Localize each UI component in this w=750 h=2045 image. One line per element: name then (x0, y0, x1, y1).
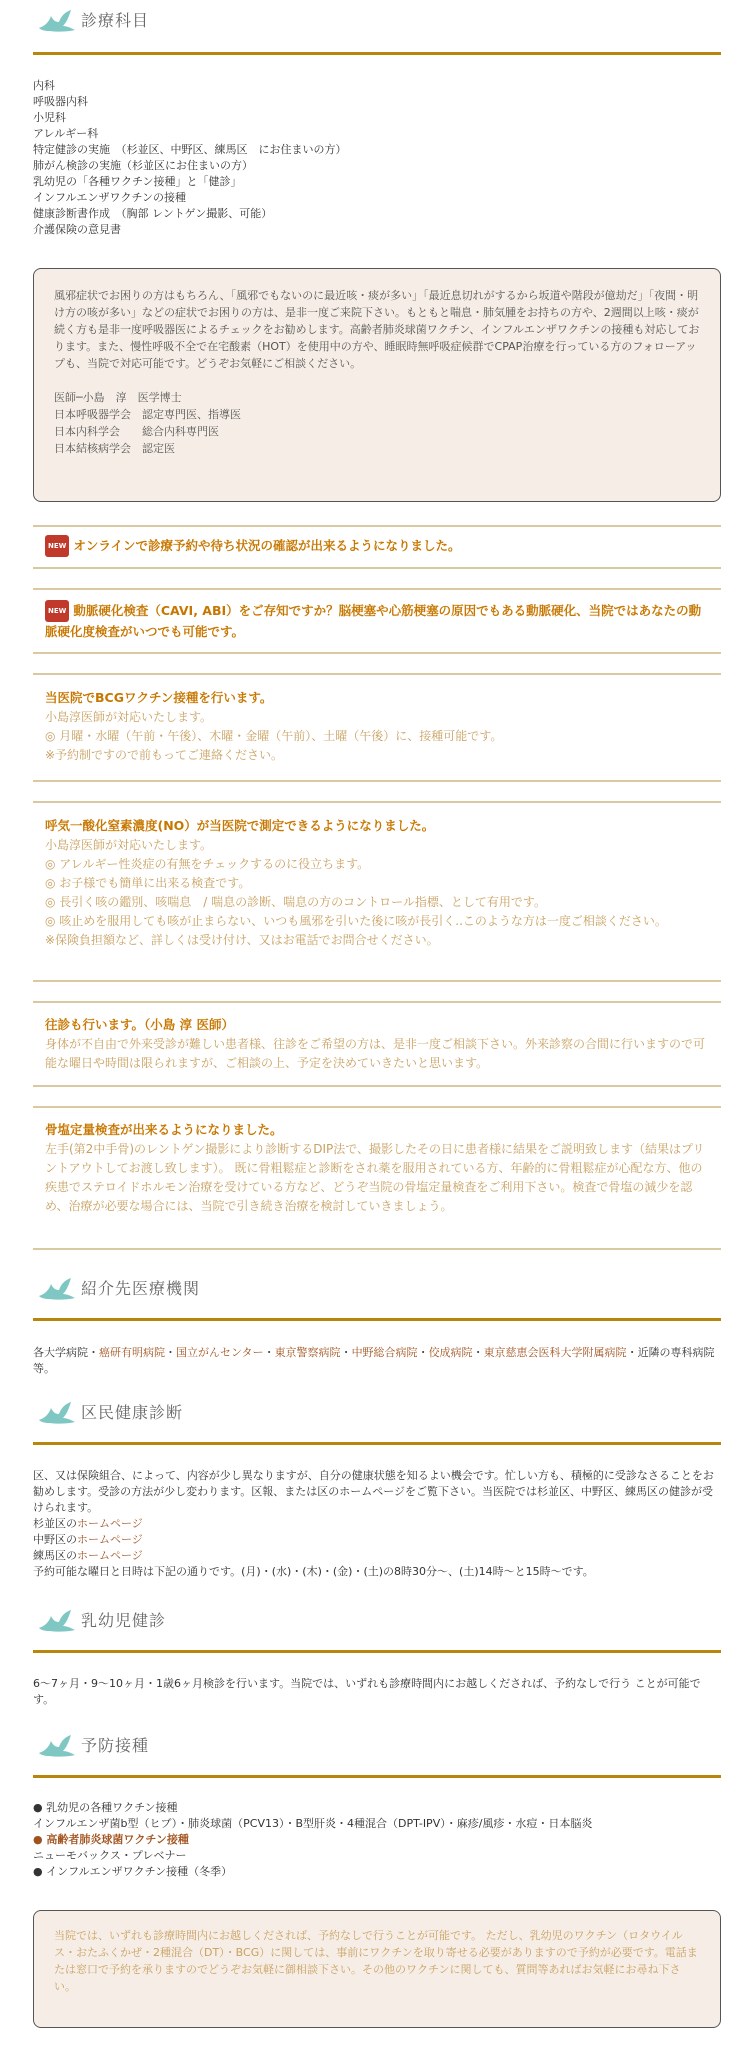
list-item: 健康診断書作成 （胸部 レントゲン撮影、可能） (33, 207, 273, 220)
infant-text: 6～7ヶ月・9～10ヶ月・1歳6ヶ月検診を行います。当院では、いずれも診療時間内にお越しくだされば、予約なしで行う ことが可能です。 (33, 1677, 701, 1706)
bird-logo-icon (37, 1731, 77, 1761)
homepage-link[interactable]: ホームページ (77, 1549, 143, 1562)
section-header-kenshin (33, 1392, 721, 1445)
divider (33, 1085, 721, 1087)
notice-title: 当医院でBCGワクチン接種を行います。 (45, 690, 273, 705)
divider (33, 801, 721, 803)
notice-bcg (33, 688, 721, 765)
doctor-line: 日本結核病学会 認定医 (54, 442, 175, 455)
hospital-link[interactable]: 東京警察病院 (274, 1346, 341, 1359)
new-badge: NEW (45, 535, 69, 557)
divider (33, 673, 721, 675)
divider (33, 980, 721, 982)
bird-logo-icon (37, 1274, 77, 1304)
divider (33, 1106, 721, 1108)
bird-logo-icon (37, 1398, 77, 1428)
ward-label: 杉並区の (33, 1517, 77, 1530)
new-badge: NEW (45, 600, 69, 622)
section-title: 診療科目 (81, 11, 150, 30)
notice-ohshin (33, 1015, 721, 1073)
doctor-line: 日本呼吸器学会 認定専門医、指導医 (54, 408, 241, 421)
notice-line: ◎ 長引く咳の鑑別、咳喘息 / 喘息の診断、喘息の方のコントロール指標、として有用です。 (45, 895, 546, 909)
section-title: 紹介先医療機関 (81, 1279, 201, 1298)
list-item: 乳幼児の「各種ワクチン接種」と「健診」 (33, 175, 242, 188)
section-title: 区民健康診断 (81, 1403, 184, 1422)
vaccine-list (33, 1800, 721, 1880)
hospital-link[interactable]: 国立がんセンター (176, 1346, 264, 1359)
hospital-name: 近隣の専科病院等。 (33, 1346, 715, 1375)
notice-title: 動脈硬化検査（CAVI, ABI）をご存知ですか？脳梗塞や心筋梗塞の原因でもある動脈硬化、当院ではあなたの動脈硬化度検査がいつでも可能です。 (45, 603, 702, 639)
notice-online[interactable] (33, 535, 721, 557)
divider (33, 780, 721, 782)
notice-title: 骨塩定量検査が出来るようになりました。 (45, 1122, 283, 1137)
section-header-vaccine (33, 1725, 721, 1778)
section-title: 予防接種 (81, 1736, 150, 1755)
section-header-shinryo (33, 0, 721, 55)
hospital-link[interactable]: 癌研有明病院 (99, 1346, 165, 1359)
notice-line: ◎ お子様でも簡単に出来る検査です。 (45, 876, 251, 890)
hospital-name: 各大学病院 (33, 1346, 88, 1359)
info-box (33, 268, 721, 502)
kenshin-content (33, 1468, 721, 1580)
ward-label: 練馬区の (33, 1549, 77, 1562)
vaccine-line: ● インフルエンザワクチン接種（冬季） (33, 1865, 233, 1878)
notice-no-test (33, 816, 721, 950)
doctor-line: 医師─小島 淳 医学博士 (54, 391, 182, 404)
notice-line: ※保険負担額など、詳しくは受け付け、又はお電話でお問合せください。 (45, 933, 439, 947)
list-item: 呼吸器内科 (33, 95, 88, 108)
homepage-link[interactable]: ホームページ (77, 1533, 143, 1546)
ward-label: 中野区の (33, 1533, 77, 1546)
bird-logo-icon (37, 1606, 77, 1636)
kenshin-text: 区、又は保険組合、によって、内容が少し異なりますが、自分の健康状態を知るよい機会です。忙しい方も、積極的に受診なさることをお勧めします。受診の方法が少し変わります。区報、または区のホームページをご覧下さい。当医院では杉並区、中野区、練馬区の健診が受けられます。 (33, 1469, 714, 1514)
vaccine-line: ニューモバックス・プレベナー (33, 1849, 187, 1862)
divider (33, 1248, 721, 1250)
list-item: 肺がん検診の実施（杉並区にお住まいの方） (33, 159, 253, 172)
hospital-list: 各大学病院・癌研有明病院・国立がんセンター・東京警察病院・中野総合病院・佼成病院・東京慈恵会医科大学附属病院・近隣の専科病院等。 (33, 1346, 715, 1375)
section-header-infant (33, 1600, 721, 1653)
notice-cavi[interactable] (33, 600, 721, 642)
list-item: 小児科 (33, 111, 66, 124)
bird-logo-icon (37, 6, 77, 36)
notice-line: ※予約制ですので前もってご連絡ください。 (45, 748, 284, 762)
hospital-link[interactable]: 佼成病院 (428, 1346, 473, 1359)
department-list (33, 78, 721, 238)
notice-title: 往診も行います。（小島 淳 医師） (45, 1017, 234, 1032)
notice-bone (33, 1120, 721, 1216)
divider (33, 567, 721, 569)
notice-line: ◎ 月曜・水曜（午前・午後）、木曜・金曜（午前）、土曜（午後）に、接種可能です。 (45, 729, 503, 743)
divider (33, 1001, 721, 1003)
vaccine-info-text: 当院では、いずれも診療時間内にお越しくだされば、予約なしで行うことが可能です。 ただし、乳幼児のワクチン（ロタウイルス・おたふくかぜ・2種混合（DT）・BCG）に関しては、事前にワクチンを取り寄せる必要がありますので予約が必要です。電話または窓口で予約を承りますのでどうぞお気軽に御相談下さい。その他のワクチンに関しても、質問等あればお気軽にお尋ね下さい。 (54, 1929, 698, 1993)
divider (33, 588, 721, 590)
schedule-text: 予約可能な曜日と日時は下記の通りです。(月)・(水)・(木)・(金)・(土)の8時30分～、(土)14時～と15時～です。 (33, 1565, 594, 1578)
list-item: 介護保険の意見書 (33, 223, 121, 236)
notice-title: オンラインで診療予約や待ち状況の確認が出来るようになりました。 (73, 538, 461, 553)
doctor-line: 日本内科学会 総合内科専門医 (54, 425, 219, 438)
notice-title: 呼気一酸化窒素濃度(NO）が当医院で測定できるようになりました。 (45, 818, 435, 833)
list-item: インフルエンザワクチンの接種 (33, 191, 187, 204)
divider (33, 652, 721, 654)
vaccine-line: ● 乳幼児の各種ワクチン接種 (33, 1801, 178, 1814)
list-item: アレルギー科 (33, 127, 99, 140)
hospital-link[interactable]: 中野総合病院 (351, 1346, 418, 1359)
list-item: 特定健診の実施 （杉並区、中野区、練馬区 にお住まいの方） (33, 143, 347, 156)
section-header-referral (33, 1268, 721, 1321)
list-item: 内科 (33, 79, 55, 92)
vaccine-info-box (33, 1910, 721, 2028)
info-text: 風邪症状でお困りの方はもちろん、「風邪でもないのに最近咳・痰が多い」「最近息切れがするから坂道や階段が億劫だ」「夜間・明け方の咳が多い」などの症状でお困りの方は、是非一度ご来院下さい。もともと喘息・肺気腫をお持ちの方や、2週間以上咳・痰が続く方も是非一度呼吸器医によるチェックをお勧めします。高齢者肺炎球菌ワクチン、インフルエンザワクチンの接種も対応しております。また、慢性呼吸不全で在宅酸素（HOT）を使用中の方や、睡眠時無呼吸症候群でCPAP治療を行っている方のフォローアップも、当院で対応可能です。どうぞお気軽にご相談ください。 (54, 289, 700, 370)
vaccine-line: ● 高齢者肺炎球菌ワクチン接種 (33, 1833, 189, 1846)
divider (33, 525, 721, 527)
vaccine-line: インフルエンザ菌b型（ヒブ）・肺炎球菌（PCV13）・B型肝炎・4種混合（DPT-IPV）・麻疹/風疹・水痘・日本脳炎 (33, 1817, 593, 1830)
homepage-link[interactable]: ホームページ (77, 1517, 143, 1530)
notice-body: 左手(第2中手骨)のレントゲン撮影により診断するDIP法で、撮影したその日に患者様に結果をご説明致します（結果はプリントアウトしてお渡し致します）。 既に骨粗鬆症と診断をされ薬を服用されている方、年齢的に骨粗鬆症が心配な方、他の疾患でステロイドホルモン治療を受けている方など、どうぞ当院の骨塩定量検査をご利用下さい。検査で骨塩の減少を認め、治療が必要な場合には、当院で引き続き治療を検討していきましょう。 (45, 1142, 705, 1213)
notice-line: 小島淳医師が対応いたします。 (45, 838, 213, 852)
section-title: 乳幼児健診 (81, 1611, 167, 1630)
notice-line: 小島淳医師が対応いたします。 (45, 710, 213, 724)
notice-line: ◎ アレルギー性炎症の有無をチェックするのに役立ちます。 (45, 857, 370, 871)
notice-body: 身体が不自由で外来受診が難しい患者様、往診をご希望の方は、是非一度ご相談下さい。外来診察の合間に行いますので可能な曜日や時間は限られますが、ご相談の上、予定を決めていきたいと思います。 (45, 1037, 706, 1070)
hospital-link[interactable]: 東京慈恵会医科大学附属病院 (483, 1346, 627, 1359)
notice-line: ◎ 咳止めを服用しても咳が止まらない、いつも風邪を引いた後に咳が長引く..このような方は一度ご相談ください。 (45, 914, 667, 928)
